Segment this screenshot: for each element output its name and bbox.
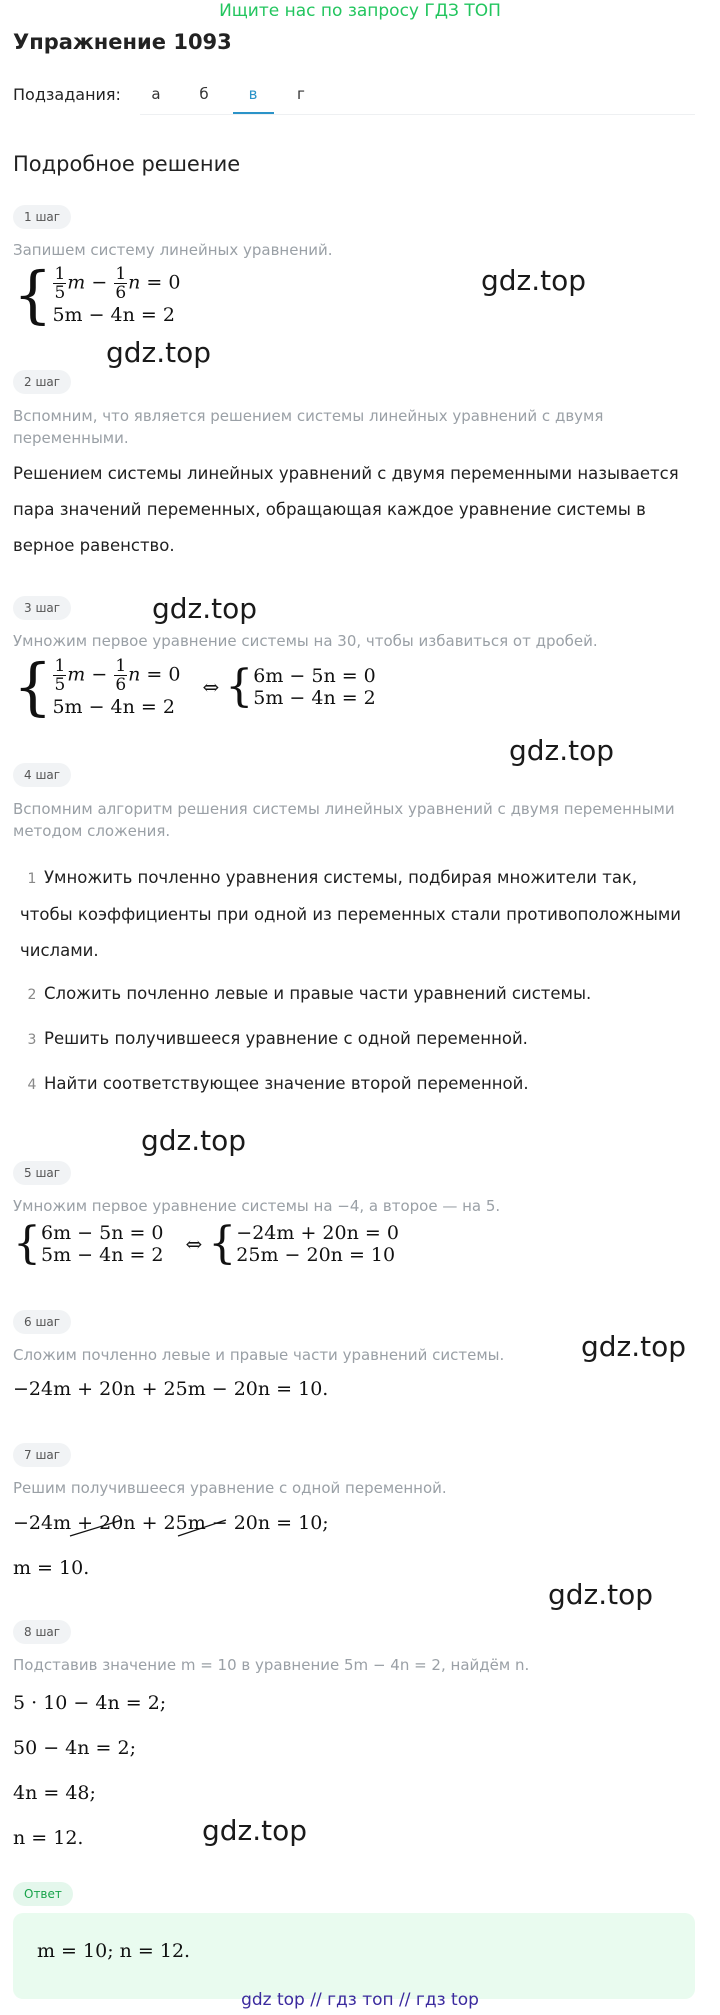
step-8-badge: 8 шаг [13, 1620, 71, 1644]
subtask-tab-a[interactable]: а [151, 85, 161, 103]
step-1-equation-1: $\frac{1}{5}$ m − $\frac{1}{6}$ n = 0 [54, 263, 181, 303]
step-3-left-equation-1: $\frac{1}{5}$ m − $\frac{1}{6}$ n = 0 [54, 655, 181, 695]
subtask-tab-v[interactable]: в [248, 85, 258, 103]
step-1-system: { $\frac{1}{5}$ m − $\frac{1}{6}$ n = 0 5m − 4n = 2 [13, 258, 181, 331]
answer-equation: m = 10; n = 12. [37, 1940, 191, 1962]
watermark: gdz.top [141, 1124, 247, 1157]
step-3-right-equation-1: 6m − 5n = 0 [253, 665, 376, 687]
step-3-badge: 3 шаг [13, 596, 71, 620]
step-5-left-equation-1: 6m − 5n = 0 [41, 1222, 164, 1244]
step-7-equation-1: −24m + 20n + 25m − 20n = 10; [13, 1512, 329, 1534]
watermark: gdz.top [548, 1578, 654, 1611]
step-3-system: { $\frac{1}{5}$ m − $\frac{1}{6}$ n = 0 5m − 4n = 2 ⇔ { 6m − 5n = 0 5m − 4n = 2 [13, 650, 376, 723]
step-5-badge: 5 шаг [13, 1161, 71, 1185]
subtask-tab-b[interactable]: б [199, 85, 209, 103]
step-6-badge: 6 шаг [13, 1310, 71, 1334]
step-5-left-equation-2: 5m − 4n = 2 [41, 1244, 164, 1266]
step-2-definition: Решением системы линейных уравнений с двумя переменными называется пара значений переменных, обращающая каждое уравнение системы в верное равенство. [13, 464, 679, 555]
step-1-badge: 1 шаг [13, 205, 71, 229]
cancel-strike-lines [60, 1514, 260, 1540]
watermark: gdz.top [106, 336, 212, 369]
step-5-right-equation-2: 25m − 20n = 10 [236, 1244, 396, 1266]
algorithm-step-4: 4 Найти соответствующее значение второй переменной. [27, 1074, 529, 1093]
step-6-equation: −24m + 20n + 25m − 20n = 10. [13, 1378, 329, 1400]
step-8-equation-4: n = 12. [13, 1827, 84, 1849]
strike-line [70, 1520, 122, 1536]
answer-badge: Ответ [13, 1882, 73, 1906]
watermark: gdz.top [509, 734, 615, 767]
step-8-hint: Подставив значение m = 10 в уравнение 5m − 4n = 2, найдём n. [13, 1656, 530, 1674]
algorithm-step-3: 3 Решить получившееся уравнение с одной переменной. [27, 1029, 528, 1048]
step-4-badge: 4 шаг [13, 763, 71, 787]
subtasks-label: Подзадания: [13, 85, 121, 104]
step-8-equation-3: 4n = 48; [13, 1782, 96, 1804]
watermark: gdz.top [152, 592, 258, 625]
strike-line [178, 1520, 226, 1536]
step-1-equation-2: 5m − 4n = 2 [52, 303, 175, 326]
step-1-hint: Запишем систему линейных уравнений. [13, 241, 333, 259]
step-2-badge: 2 шаг [13, 370, 71, 394]
algorithm-step-1: 1 Умножить почленно уравнения системы, подбирая множители так, чтобы коэффициенты при одной из переменных стали противоположными числами. [20, 868, 682, 960]
tabs-divider [140, 114, 695, 115]
watermark: gdz.top [581, 1330, 687, 1363]
algorithm-step-2: 2 Сложить почленно левые и правые части уравнений системы. [27, 984, 592, 1003]
watermark: gdz.top [202, 1814, 308, 1847]
step-3-right-equation-2: 5m − 4n = 2 [253, 687, 376, 709]
step-2-hint: Вспомним, что является решением системы линейных уравнений с двумя переменными. [13, 407, 604, 447]
footer-links[interactable]: gdz top // гдз топ // гдз top [241, 1990, 479, 2010]
step-6-hint: Сложим почленно левые и правые части уравнений системы. [13, 1346, 505, 1364]
step-3-left-equation-2: 5m − 4n = 2 [52, 695, 175, 718]
step-8-equation-2: 50 − 4n = 2; [13, 1737, 136, 1759]
subtask-tab-g[interactable]: г [297, 85, 305, 103]
step-7-equation-2: m = 10. [13, 1557, 90, 1579]
active-tab-indicator [233, 112, 274, 114]
step-5-right-equation-1: −24m + 20n = 0 [236, 1222, 399, 1244]
watermark: gdz.top [481, 264, 587, 297]
step-7-hint: Решим получившееся уравнение с одной переменной. [13, 1479, 447, 1497]
section-title: Подробное решение [13, 152, 241, 176]
step-4-hint: Вспомним алгоритм решения системы линейных уравнений с двумя переменными методом сложения. [13, 800, 675, 840]
equivalence-sign: ⇔ [202, 675, 220, 699]
step-7-badge: 7 шаг [13, 1443, 71, 1467]
step-3-hint: Умножим первое уравнение системы на 30, чтобы избавиться от дробей. [13, 632, 598, 650]
step-5-hint: Умножим первое уравнение системы на −4, а второе — на 5. [13, 1197, 501, 1215]
step-5-system: { 6m − 5n = 0 5m − 4n = 2 ⇔ { −24m + 20n = 0 25m − 20n = 10 [13, 1218, 399, 1269]
top-search-link[interactable]: Ищите нас по запросу ГДЗ ТОП [219, 1, 501, 21]
equivalence-sign: ⇔ [185, 1232, 203, 1256]
step-8-equation-1: 5 · 10 − 4n = 2; [13, 1692, 167, 1714]
page-title: Упражнение 1093 [13, 30, 232, 54]
